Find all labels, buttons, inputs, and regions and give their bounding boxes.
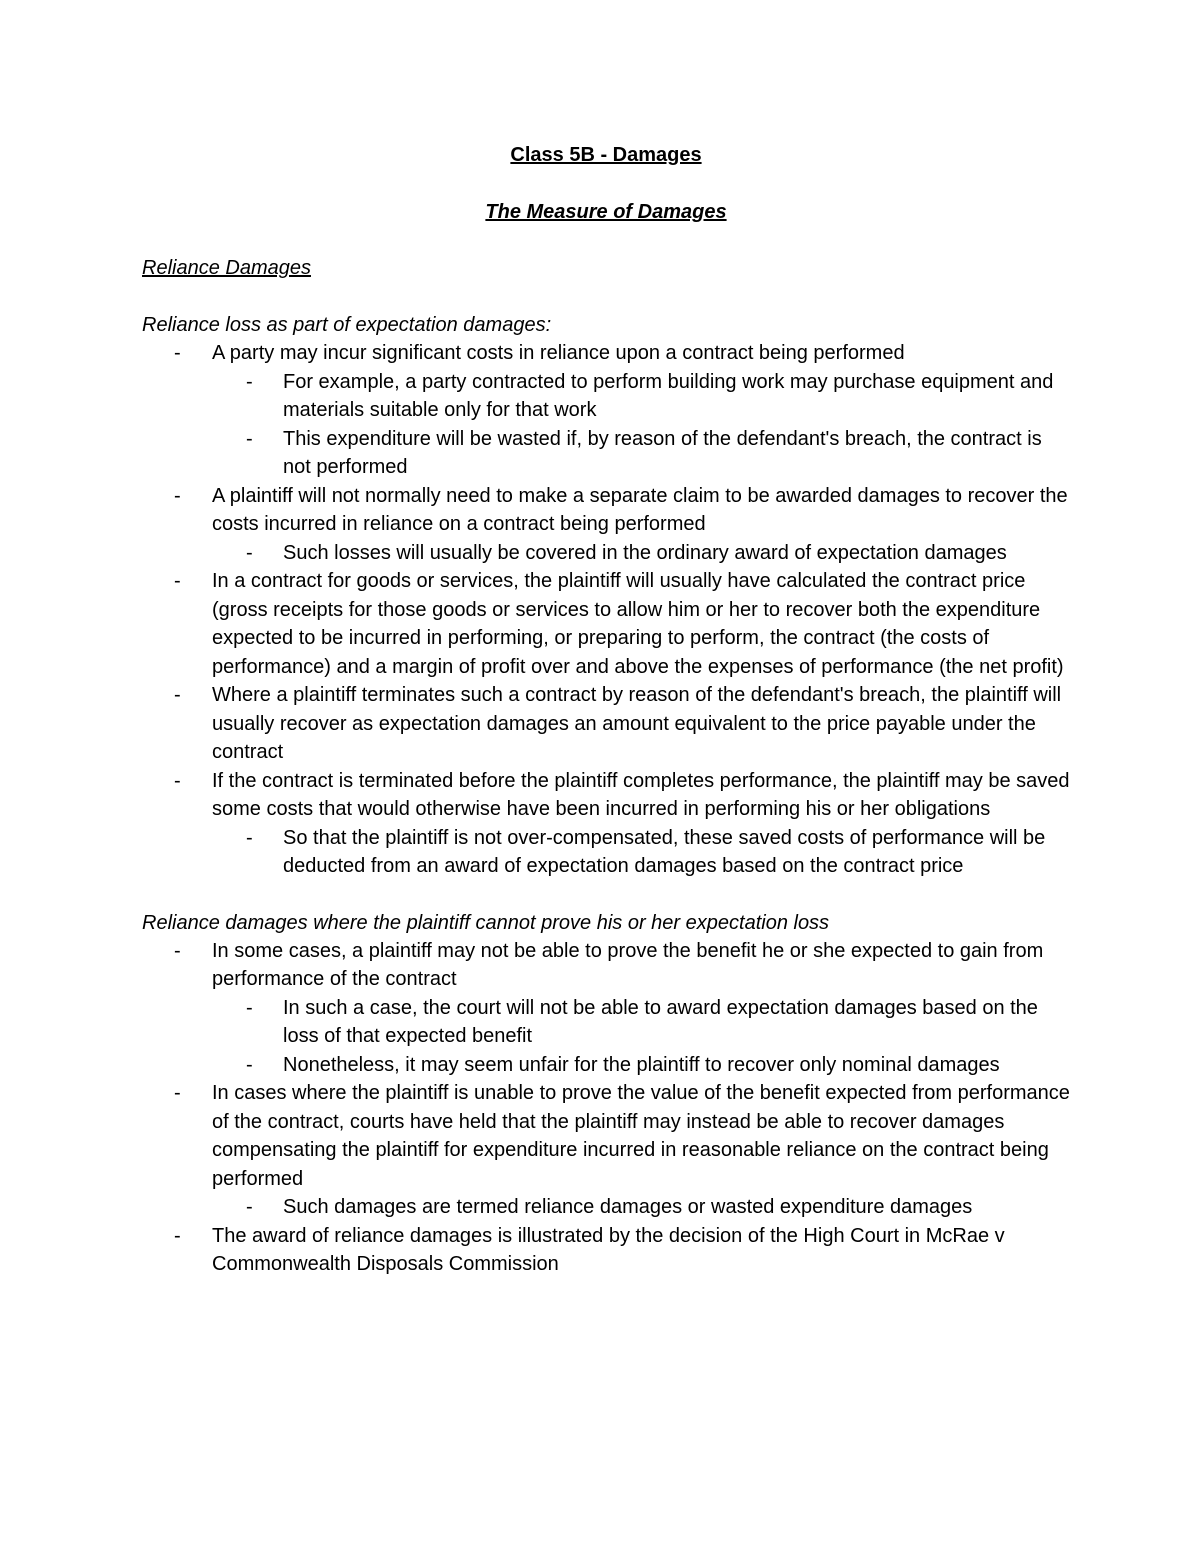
list-item-text: In a contract for goods or services, the plaintiff will usually have calculated the contract price (gross receipts for those goods or services to allow him or her to recover both the expenditure expected to be incurred in performing, or preparing to perform, the contract (the costs of performance) and a margin of profit over and above the expenses of performance (the net profit) xyxy=(212,570,1064,678)
list-item-text: Such losses will usually be covered in the ordinary award of expectation damages xyxy=(283,541,1007,564)
list-item xyxy=(142,1193,1070,1222)
list-item-text: Where a plaintiff terminates such a contract by reason of the defendant's breach, the plaintiff will usually recover as expectation damages an amount equivalent to the price payable under the contract xyxy=(212,684,1062,763)
list-item-text: In such a case, the court will not be able to award expectation damages based on the loss of that expected benefit xyxy=(283,996,1038,1047)
block-reliance-loss xyxy=(142,311,1070,881)
section-heading: Reliance Damages xyxy=(142,257,311,279)
list-item-text: If the contract is terminated before the plaintiff completes performance, the plaintiff may be saved some costs that would otherwise have been incurred in performing his or her obligations xyxy=(212,769,1070,820)
list-item xyxy=(142,539,1070,568)
list-item xyxy=(142,767,1070,824)
bullet-list xyxy=(142,339,1070,881)
bullet-marker: - xyxy=(174,570,181,592)
list-item-text: A plaintiff will not normally need to make a separate claim to be awarded damages to recover the costs incurred in reliance on a contract being performed xyxy=(212,484,1068,535)
bullet-marker: - xyxy=(174,1224,181,1247)
list-item xyxy=(142,567,1070,681)
list-item-text: So that the plaintiff is not over-compensated, these saved costs of performance will be deducted from an award of expectation damages based on the contract price xyxy=(283,826,1046,877)
list-item-text: Such damages are termed reliance damages or wasted expenditure damages xyxy=(283,1196,973,1218)
bullet-marker: - xyxy=(246,1053,253,1076)
document-subtitle: The Measure of Damages xyxy=(485,201,727,223)
list-item xyxy=(142,994,1070,1051)
list-item-text: In some cases, a plaintiff may not be able to prove the benefit he or she expected to gain from performance of the contract xyxy=(212,939,1044,990)
spacer xyxy=(142,881,1070,909)
list-item xyxy=(142,1079,1070,1193)
list-item xyxy=(142,1222,1070,1279)
list-item-text: A party may incur significant costs in reliance upon a contract being performed xyxy=(212,342,905,364)
list-item-text: For example, a party contracted to perform building work may purchase equipment and materials suitable only for that work xyxy=(283,370,1054,421)
bullet-marker: - xyxy=(174,1082,181,1104)
bullet-marker: - xyxy=(246,1196,253,1218)
list-item-text: In cases where the plaintiff is unable to prove the value of the benefit expected from performance of the contract, courts have held that the plaintiff may instead be able to recover damages compensating the plaintiff for expenditure incurred in reasonable reliance on the contract being performed xyxy=(212,1082,1070,1190)
document-title: Class 5B - Damages xyxy=(510,144,702,166)
bullet-marker: - xyxy=(246,996,253,1019)
bullet-marker: - xyxy=(174,769,181,792)
list-item-text: This expenditure will be wasted if, by reason of the defendant's breach, the contract is not performed xyxy=(283,427,1042,478)
bullet-marker: - xyxy=(246,427,253,450)
bullet-marker: - xyxy=(174,342,181,364)
bullet-marker: - xyxy=(174,684,181,706)
bullet-marker: - xyxy=(174,939,181,962)
list-item-text: The award of reliance damages is illustrated by the decision of the High Court in McRae v Commonwealth Disposals Commission xyxy=(212,1224,1005,1275)
bullet-marker: - xyxy=(246,826,253,849)
list-item-text: Nonetheless, it may seem unfair for the plaintiff to recover only nominal damages xyxy=(283,1053,1000,1076)
bullet-marker: - xyxy=(174,484,181,507)
block-reliance-damages xyxy=(142,909,1070,1279)
list-item xyxy=(142,824,1070,881)
block-heading: Reliance loss as part of expectation damages: xyxy=(142,314,552,336)
list-item xyxy=(142,425,1070,482)
list-item xyxy=(142,681,1070,767)
bullet-marker: - xyxy=(246,541,253,564)
bullet-list xyxy=(142,937,1070,1279)
list-item xyxy=(142,482,1070,539)
block-heading: Reliance damages where the plaintiff cannot prove his or her expectation loss xyxy=(142,911,830,934)
bullet-marker: - xyxy=(246,370,253,393)
list-item xyxy=(142,368,1070,425)
list-item xyxy=(142,1051,1070,1080)
list-item xyxy=(142,339,1070,368)
list-item xyxy=(142,937,1070,994)
